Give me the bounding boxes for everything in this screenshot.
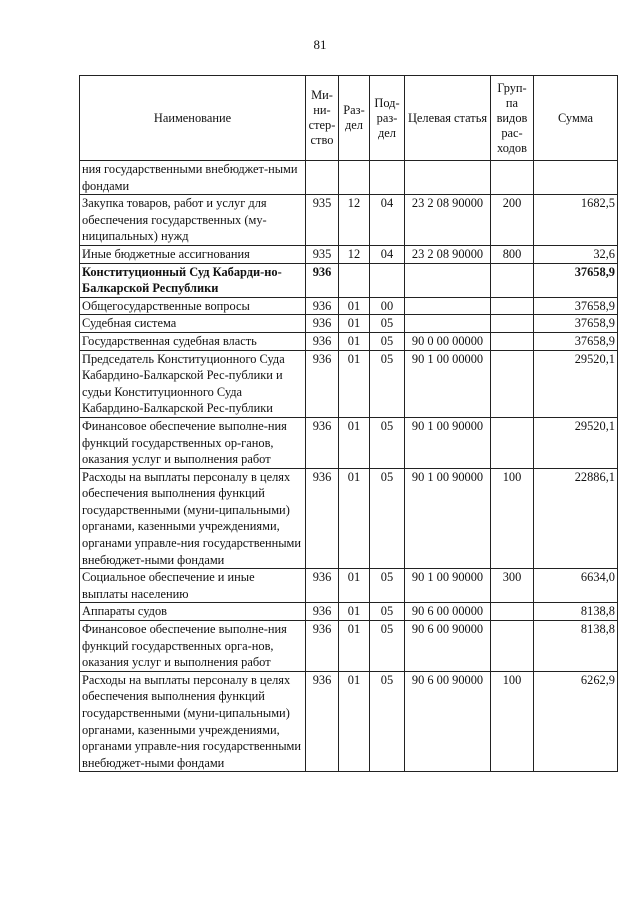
cell-sum: 6262,9 xyxy=(534,671,618,772)
cell-sum: 22886,1 xyxy=(534,468,618,569)
table-row xyxy=(80,315,618,333)
cell-section xyxy=(339,263,370,297)
cell-group: 100 xyxy=(491,671,534,772)
cell-sum: 8138,8 xyxy=(534,603,618,621)
cell-section: 01 xyxy=(339,417,370,468)
cell-group xyxy=(491,161,534,195)
cell-subsection xyxy=(370,263,405,297)
cell-ministry: 935 xyxy=(306,195,339,246)
cell-group xyxy=(491,315,534,333)
cell-name: Конституционный Суд Кабарди-но-Балкарской Республики xyxy=(80,263,306,297)
cell-section: 12 xyxy=(339,245,370,263)
cell-name: Расходы на выплаты персоналу в целях обеспечения выполнения функций государственными (муни-ципальными) органами, казенными учреждениями, органами управле-ния государственными внебюджет-ными фондами xyxy=(80,671,306,772)
cell-name: Финансовое обеспечение выполне-ния функций государственных ор-ганов, оказания услуг и выполнения работ xyxy=(80,417,306,468)
cell-ministry: 936 xyxy=(306,315,339,333)
table-row xyxy=(80,671,618,772)
cell-name: Аппараты судов xyxy=(80,603,306,621)
cell-group xyxy=(491,603,534,621)
table-row xyxy=(80,297,618,315)
cell-group xyxy=(491,332,534,350)
cell-section: 01 xyxy=(339,621,370,672)
cell-group xyxy=(491,621,534,672)
cell-subsection: 04 xyxy=(370,195,405,246)
cell-subsection: 05 xyxy=(370,315,405,333)
header-name: Наименование xyxy=(80,76,306,161)
cell-sum: 37658,9 xyxy=(534,332,618,350)
cell-name: ния государственными внебюджет-ными фондами xyxy=(80,161,306,195)
cell-group xyxy=(491,263,534,297)
cell-name: Председатель Конституционного Суда Кабардино-Балкарской Рес-публики и судьи Конституционного Суда Кабардино-Балкарской Рес-публики xyxy=(80,350,306,417)
cell-target: 90 6 00 90000 xyxy=(405,621,491,672)
cell-ministry: 936 xyxy=(306,569,339,603)
table-row xyxy=(80,195,618,246)
table-header xyxy=(80,76,618,161)
cell-target xyxy=(405,263,491,297)
cell-subsection xyxy=(370,161,405,195)
cell-subsection: 05 xyxy=(370,332,405,350)
cell-target: 90 1 00 90000 xyxy=(405,417,491,468)
cell-name: Закупка товаров, работ и услуг для обеспечения государственных (му-ниципальных) нужд xyxy=(80,195,306,246)
cell-target: 90 1 00 90000 xyxy=(405,569,491,603)
cell-subsection: 05 xyxy=(370,569,405,603)
cell-section: 01 xyxy=(339,468,370,569)
header-subsection: Под-раз-дел xyxy=(370,76,405,161)
table-row xyxy=(80,468,618,569)
cell-section: 01 xyxy=(339,350,370,417)
cell-group xyxy=(491,297,534,315)
cell-sum: 29520,1 xyxy=(534,350,618,417)
table-row xyxy=(80,263,618,297)
cell-sum: 37658,9 xyxy=(534,315,618,333)
cell-name: Финансовое обеспечение выполне-ния функций государственных орга-нов, оказания услуг и выполнения работ xyxy=(80,621,306,672)
cell-section: 01 xyxy=(339,315,370,333)
table-row xyxy=(80,621,618,672)
table-row xyxy=(80,603,618,621)
cell-target xyxy=(405,297,491,315)
cell-ministry: 936 xyxy=(306,297,339,315)
cell-section: 12 xyxy=(339,195,370,246)
cell-ministry: 936 xyxy=(306,468,339,569)
table-row xyxy=(80,569,618,603)
cell-target: 90 1 00 00000 xyxy=(405,350,491,417)
cell-ministry: 935 xyxy=(306,245,339,263)
cell-sum: 32,6 xyxy=(534,245,618,263)
cell-ministry: 936 xyxy=(306,603,339,621)
cell-target: 90 6 00 00000 xyxy=(405,603,491,621)
cell-target: 90 1 00 90000 xyxy=(405,468,491,569)
cell-ministry: 936 xyxy=(306,350,339,417)
cell-section: 01 xyxy=(339,671,370,772)
header-ministry: Ми-ни-стер-ство xyxy=(306,76,339,161)
header-group: Груп-па видов рас-ходов xyxy=(491,76,534,161)
cell-subsection: 05 xyxy=(370,468,405,569)
cell-subsection: 00 xyxy=(370,297,405,315)
cell-sum: 37658,9 xyxy=(534,297,618,315)
cell-ministry xyxy=(306,161,339,195)
cell-subsection: 04 xyxy=(370,245,405,263)
cell-section xyxy=(339,161,370,195)
cell-subsection: 05 xyxy=(370,350,405,417)
cell-section: 01 xyxy=(339,569,370,603)
table-row xyxy=(80,245,618,263)
cell-ministry: 936 xyxy=(306,332,339,350)
cell-group xyxy=(491,417,534,468)
cell-subsection: 05 xyxy=(370,417,405,468)
table-row xyxy=(80,417,618,468)
cell-ministry: 936 xyxy=(306,621,339,672)
cell-name: Общегосударственные вопросы xyxy=(80,297,306,315)
cell-name: Судебная система xyxy=(80,315,306,333)
cell-group: 800 xyxy=(491,245,534,263)
cell-name: Расходы на выплаты персоналу в целях обеспечения выполнения функций государственными (муни-ципальными) органами, казенными учреждениями, органами управле-ния государственными внебюджет-ными фондами xyxy=(80,468,306,569)
cell-sum: 1682,5 xyxy=(534,195,618,246)
cell-subsection: 05 xyxy=(370,621,405,672)
cell-sum: 37658,9 xyxy=(534,263,618,297)
cell-sum: 6634,0 xyxy=(534,569,618,603)
cell-subsection: 05 xyxy=(370,671,405,772)
cell-target: 90 6 00 90000 xyxy=(405,671,491,772)
header-sum: Сумма xyxy=(534,76,618,161)
cell-section: 01 xyxy=(339,603,370,621)
cell-target xyxy=(405,315,491,333)
cell-group: 200 xyxy=(491,195,534,246)
table-row xyxy=(80,332,618,350)
table-row xyxy=(80,161,618,195)
cell-sum xyxy=(534,161,618,195)
header-target: Целевая статья xyxy=(405,76,491,161)
cell-name: Социальное обеспечение и иные выплаты населению xyxy=(80,569,306,603)
cell-target: 23 2 08 90000 xyxy=(405,195,491,246)
table-body xyxy=(80,161,618,772)
cell-sum: 29520,1 xyxy=(534,417,618,468)
cell-target xyxy=(405,161,491,195)
cell-section: 01 xyxy=(339,332,370,350)
budget-table xyxy=(79,75,618,772)
cell-ministry: 936 xyxy=(306,417,339,468)
cell-group: 100 xyxy=(491,468,534,569)
cell-group xyxy=(491,350,534,417)
cell-group: 300 xyxy=(491,569,534,603)
cell-ministry: 936 xyxy=(306,263,339,297)
page-number: 81 xyxy=(313,37,327,52)
cell-subsection: 05 xyxy=(370,603,405,621)
cell-ministry: 936 xyxy=(306,671,339,772)
cell-target: 23 2 08 90000 xyxy=(405,245,491,263)
cell-sum: 8138,8 xyxy=(534,621,618,672)
header-section: Раз-дел xyxy=(339,76,370,161)
cell-target: 90 0 00 00000 xyxy=(405,332,491,350)
table-row xyxy=(80,350,618,417)
cell-name: Государственная судебная власть xyxy=(80,332,306,350)
cell-section: 01 xyxy=(339,297,370,315)
cell-name: Иные бюджетные ассигнования xyxy=(80,245,306,263)
